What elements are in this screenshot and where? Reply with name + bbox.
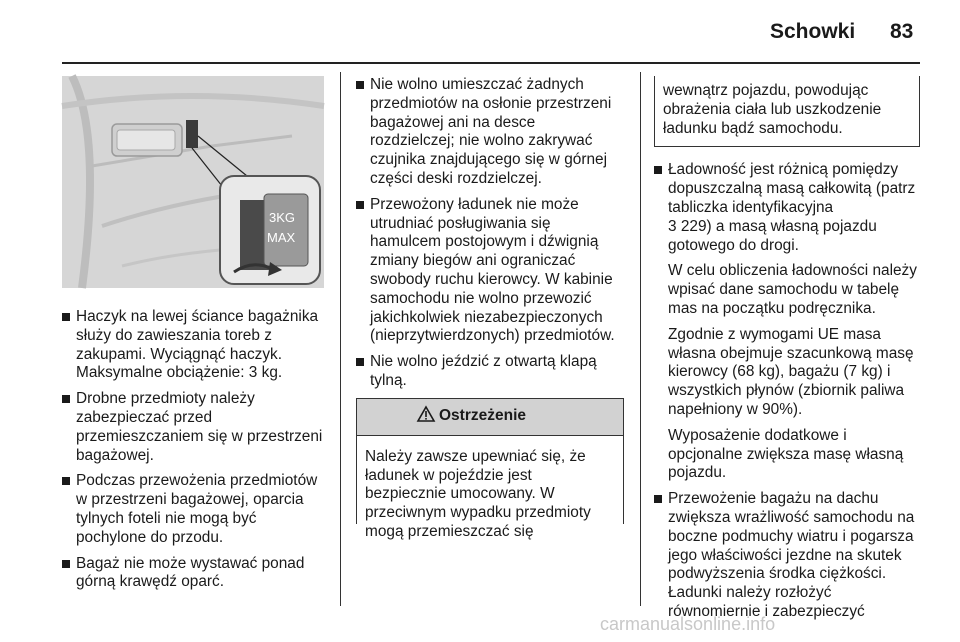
warning-title: Ostrzeżenie: [439, 407, 527, 425]
column-1-list: [62, 308, 330, 592]
paragraph: W celu obliczenia ładowności należy wpisać dane samochodu w tabelę mas na początku podręcznika.: [668, 262, 917, 317]
warning-box: [356, 398, 624, 540]
list-item: Drobne przedmioty należy zabezpieczać przed przemieszczaniem się w przestrzeni bagażowej.: [62, 390, 330, 465]
page-header: [0, 0, 960, 60]
luggage-hook-illustration: [62, 76, 324, 288]
hook-label-kg: 3KG: [269, 210, 296, 225]
list-item: Przewożony ładunek nie może utrudniać posługiwania się hamulcem postojowym i dźwignią zmiany biegów ani ograniczać swobody ruchu kierowcy. W kabinie samochodu nie wolno przewozić jakichkolwiek niezabezpieczonych (nieprzytwierdzonych) przedmiotów.: [356, 196, 624, 346]
paragraph: Wyposażenie dodatkowe i opcjonalne zwiększa masę własną pojazdu.: [668, 426, 904, 482]
list-item: Nie wolno umieszczać żadnych przedmiotów na osłonie przestrzeni bagażowej ani na desce rozdzielczej; nie wolno zakrywać czujnika znajdującego się w górnej części deski rozdzielczej.: [356, 76, 624, 189]
column-divider-1: [340, 72, 341, 606]
list-item: Podczas przewożenia przedmiotów w przestrzeni bagażowej, oparcia tylnych foteli nie mogą być pochylone do przodu.: [62, 472, 330, 547]
list-item: Bagaż nie może wystawać ponad górną krawędź oparć.: [62, 555, 330, 593]
header-rule: [62, 62, 920, 64]
warning-box-continued: wewnątrz pojazdu, powodując obrażenia ciała lub uszkodzenie ładunku bądź samochodu.: [654, 76, 920, 147]
watermark: carmanualsonline.info: [600, 614, 776, 634]
hook-label-max: MAX: [267, 230, 296, 245]
warning-header: [357, 399, 623, 436]
list-item: Ładowność jest różnicą pomiędzy dopuszczalną masą całkowitą (patrz tabliczka identyfikacyjna 3 229) a masą własną pojazdu gotowego do drogi.: [654, 161, 920, 255]
column-1: [62, 76, 330, 599]
warning-text: Należy zawsze upewniać się, że ładunek w pojeździe jest bezpiecznie umocowany. W przeciwnym wypadku przedmioty mogą przemieszczać się: [365, 447, 591, 540]
column-3-list-2: [654, 490, 920, 622]
list-item: Haczyk na lewej ściance bagażnika służy do zawieszania toreb z zakupami. Wyciągnąć haczyk. Maksymalne obciążenie: 3 kg.: [62, 308, 330, 383]
column-3-list: [654, 161, 920, 255]
column-3: [654, 76, 920, 629]
list-item: Nie wolno jeździć z otwartą klapą tylną.: [356, 353, 624, 391]
column-2-list: [356, 76, 624, 391]
page-reference: 3 229) a masą własną pojazdu gotowego do drogi.: [668, 217, 877, 254]
column-2: [356, 76, 624, 540]
paragraph: Zgodnie z wymogami UE masa własna obejmuje szacunkową masę kierowcy (68 kg), bagażu (7 kg) i wszystkich płynów (zbiornik paliwa napełniony w 90%).: [668, 325, 914, 418]
column-divider-2: [640, 72, 641, 606]
section-title: Schowki: [770, 20, 856, 43]
page-number: 83: [890, 20, 914, 43]
list-item: Przewożenie bagażu na dachu zwiększa wrażliwość samochodu na boczne podmuchy wiatru i pogarsza jego właściwości jezdne na skutek podwyższenia środka ciężkości. Ładunki należy rozłożyć równomiernie i zabezpieczyć: [654, 490, 920, 622]
warning-triangle-icon: [417, 406, 435, 428]
